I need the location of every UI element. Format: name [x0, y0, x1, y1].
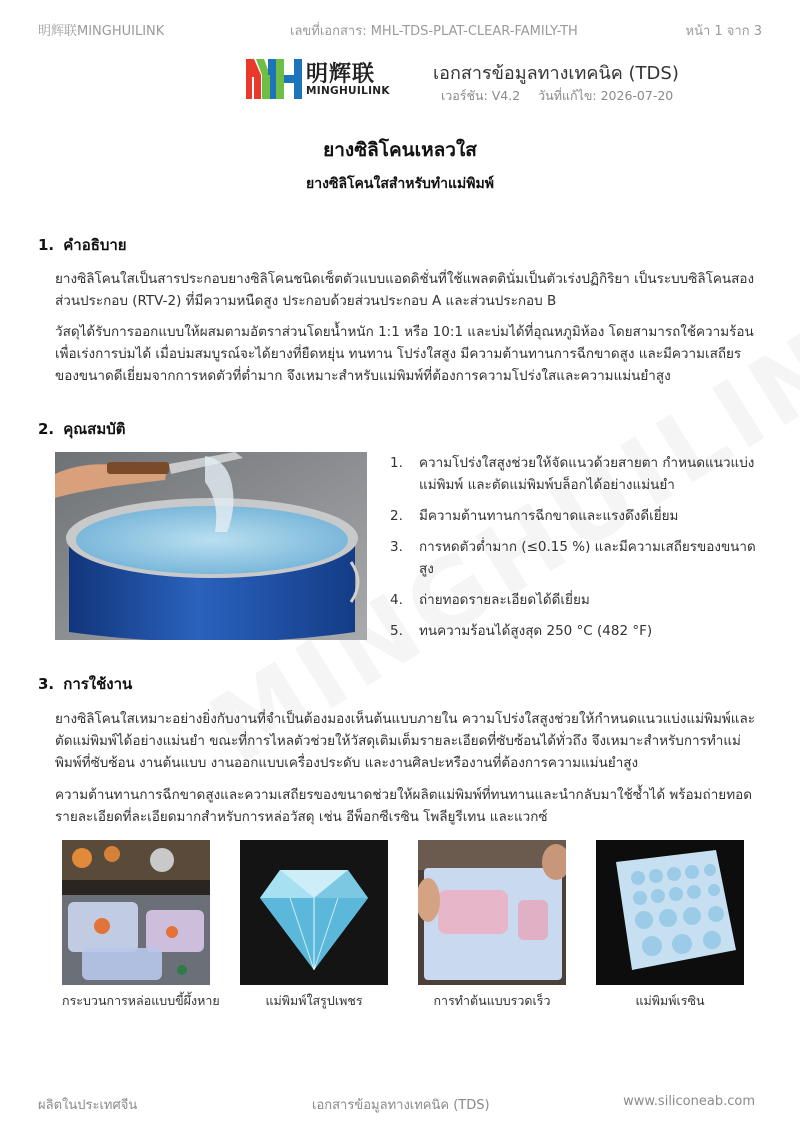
section-title: คำอธิบาย [63, 236, 127, 254]
resin-mold-image-icon [596, 840, 744, 985]
bucket-illustration-icon [55, 452, 367, 640]
list-number: 4. [390, 592, 403, 608]
section-title: คุณสมบัติ [63, 420, 126, 438]
description-paragraph-1: ยางซิลิโคนใสเป็นสารประกอบยางซิลิโคนชนิดเซ็ตตัวแบบแอดดิชั่นที่ใช้แพลตตินั่มเป็นตัวเร่งปฏิกิริยา เป็นระบบซิลิโคนสองส่วนประกอบ (RTV-2) ที่มีความหนืดสูง ประกอบด้วยส่วนประกอบ A และส่วนประกอบ B [55, 271, 755, 309]
silicone-bucket-photo [55, 452, 367, 640]
feature-text: การหดตัวต่ำมาก (≤0.15 %) และมีความเสถียรของขนาดสูง [419, 539, 756, 577]
section-heading-applications [38, 672, 132, 696]
gallery-item-lost-wax [62, 840, 220, 1011]
section-number: 3. [38, 675, 55, 693]
logo-chinese-name: 明辉联 [306, 62, 376, 87]
resin-mold-photo [596, 840, 744, 985]
header-doc-number: เลขที่เอกสาร: MHL-TDS-PLAT-CLEAR-FAMILY-TH [290, 24, 578, 39]
gallery-caption: แม่พิมพ์ใสรูปเพชร [265, 993, 363, 1008]
doc-meta [441, 86, 673, 106]
doc-type-title: เอกสารข้อมูลทางเทคนิค (TDS) [433, 63, 679, 84]
product-subtitle: ยางซิลิโคนใสสำหรับทำแม่พิมพ์ [306, 176, 494, 192]
footer-origin: ผลิตในประเทศจีน [38, 1098, 138, 1113]
footer-website-link[interactable]: www.siliconeab.com [623, 1094, 755, 1109]
mh-logo-icon [246, 57, 304, 99]
section-heading-description [38, 233, 127, 257]
gallery-item-diamond-mold [240, 840, 388, 1011]
company-logo [246, 55, 406, 101]
doc-version: เวอร์ชัน: V4.2 [441, 88, 521, 103]
features-list [390, 452, 760, 651]
gallery-caption: กระบวนการหล่อแบบขี้ผึ้งหาย [62, 993, 220, 1008]
list-item [390, 620, 760, 642]
gallery-item-rapid-prototyping [418, 840, 566, 1011]
section-title: การใช้งาน [63, 675, 133, 693]
diamond-image-icon [240, 840, 388, 985]
applications-paragraph-1: ยางซิลิโคนใสเหมาะอย่างยิ่งกับงานที่จำเป็นต้องมองเห็นต้นแบบภายใน ความโปร่งใสสูงช่วยให้กำหนดแนวแบ่งแม่พิมพ์และตัดแม่พิมพ์ได้อย่างแม่นยำ ขณะที่การไหลตัวช่วยให้วัสดุเติมเต็มรายละเอียดที่ซับซ้อนได้ทั่วถึง จึงเหมาะสำหรับการทำแม่พิมพ์ที่ซับซ้อน งานต้นแบบ งานออกแบบเครื่องประดับ และงานศิลปะหรืองานที่ต้องการความแม่นยำสูง [55, 711, 755, 771]
list-number: 3. [390, 539, 403, 555]
rapid-prototyping-photo [418, 840, 566, 985]
prototype-image-icon [418, 840, 566, 985]
gallery-item-resin-mold [596, 840, 744, 1011]
list-item [390, 536, 760, 580]
feature-text: มีความต้านทานการฉีกขาดและแรงดึงดีเยี่ยม [419, 508, 679, 524]
diamond-mold-photo [240, 840, 388, 985]
gallery-caption: การทำต้นแบบรวดเร็ว [433, 993, 551, 1008]
lost-wax-image-icon [62, 840, 210, 985]
product-title: ยางซิลิโคนเหลวใส [323, 139, 477, 161]
description-paragraph-2: วัสดุได้รับการออกแบบให้ผสมตามอัตราส่วนโดยน้ำหนัก 1:1 หรือ 10:1 และบ่มได้ที่อุณหภูมิห้อง โดยสามารถใช้ความร้อนเพื่อเร่งการบ่มได้ เมื่อบ่มสมบูรณ์จะได้ยางที่ยืดหยุ่น ทนทาน โปร่งใสสูง มีความต้านทานการฉีกขาดสูง และมีความเสถียรของขนาดดีเยี่ยมจากการหดตัวที่ต่ำมาก จึงเหมาะสำหรับแม่พิมพ์ที่ต้องการความโปร่งใสและความแม่นยำสูง [55, 324, 754, 384]
list-number: 5. [390, 623, 403, 639]
header-page-indicator: หน้า 1 จาก 3 [685, 24, 762, 39]
list-number: 1. [390, 455, 403, 471]
logo-english-name: MINGHUILINK [306, 85, 390, 97]
feature-text: ถ่ายทอดรายละเอียดได้ดีเยี่ยม [419, 592, 590, 608]
list-item [390, 452, 760, 496]
page-header [38, 20, 762, 40]
feature-text: ความโปร่งใสสูงช่วยให้จัดแนวด้วยสายตา กำหนดแนวแบ่งแม่พิมพ์ และตัดแม่พิมพ์บล็อกได้อย่างแม่นยำ [419, 455, 755, 493]
list-item [390, 589, 760, 611]
doc-revision-date: วันที่แก้ไข: 2026-07-20 [538, 88, 674, 103]
applications-paragraph-2: ความต้านทานการฉีกขาดสูงและความเสถียรของขนาดช่วยให้ผลิตแม่พิมพ์ที่ทนทานและนำกลับมาใช้ซ้ำได้ พร้อมถ่ายทอดรายละเอียดที่ละเอียดมากสำหรับการหล่อวัสดุ เช่น อีพ็อกซีเรซิน โพลียูรีเทน และแวกซ์ [55, 787, 752, 825]
feature-text: ทนความร้อนได้สูงสุด 250 °C (482 °F) [419, 623, 653, 639]
header-brand: 明辉联MINGHUILINK [38, 24, 165, 39]
section-heading-properties [38, 417, 126, 441]
gallery-caption: แม่พิมพ์เรซิน [635, 993, 705, 1008]
footer-doc-type: เอกสารข้อมูลทางเทคนิค (TDS) [312, 1098, 490, 1113]
list-item [390, 505, 760, 527]
section-number: 1. [38, 236, 55, 254]
section-number: 2. [38, 420, 55, 438]
list-number: 2. [390, 508, 403, 524]
lost-wax-photo [62, 840, 210, 985]
